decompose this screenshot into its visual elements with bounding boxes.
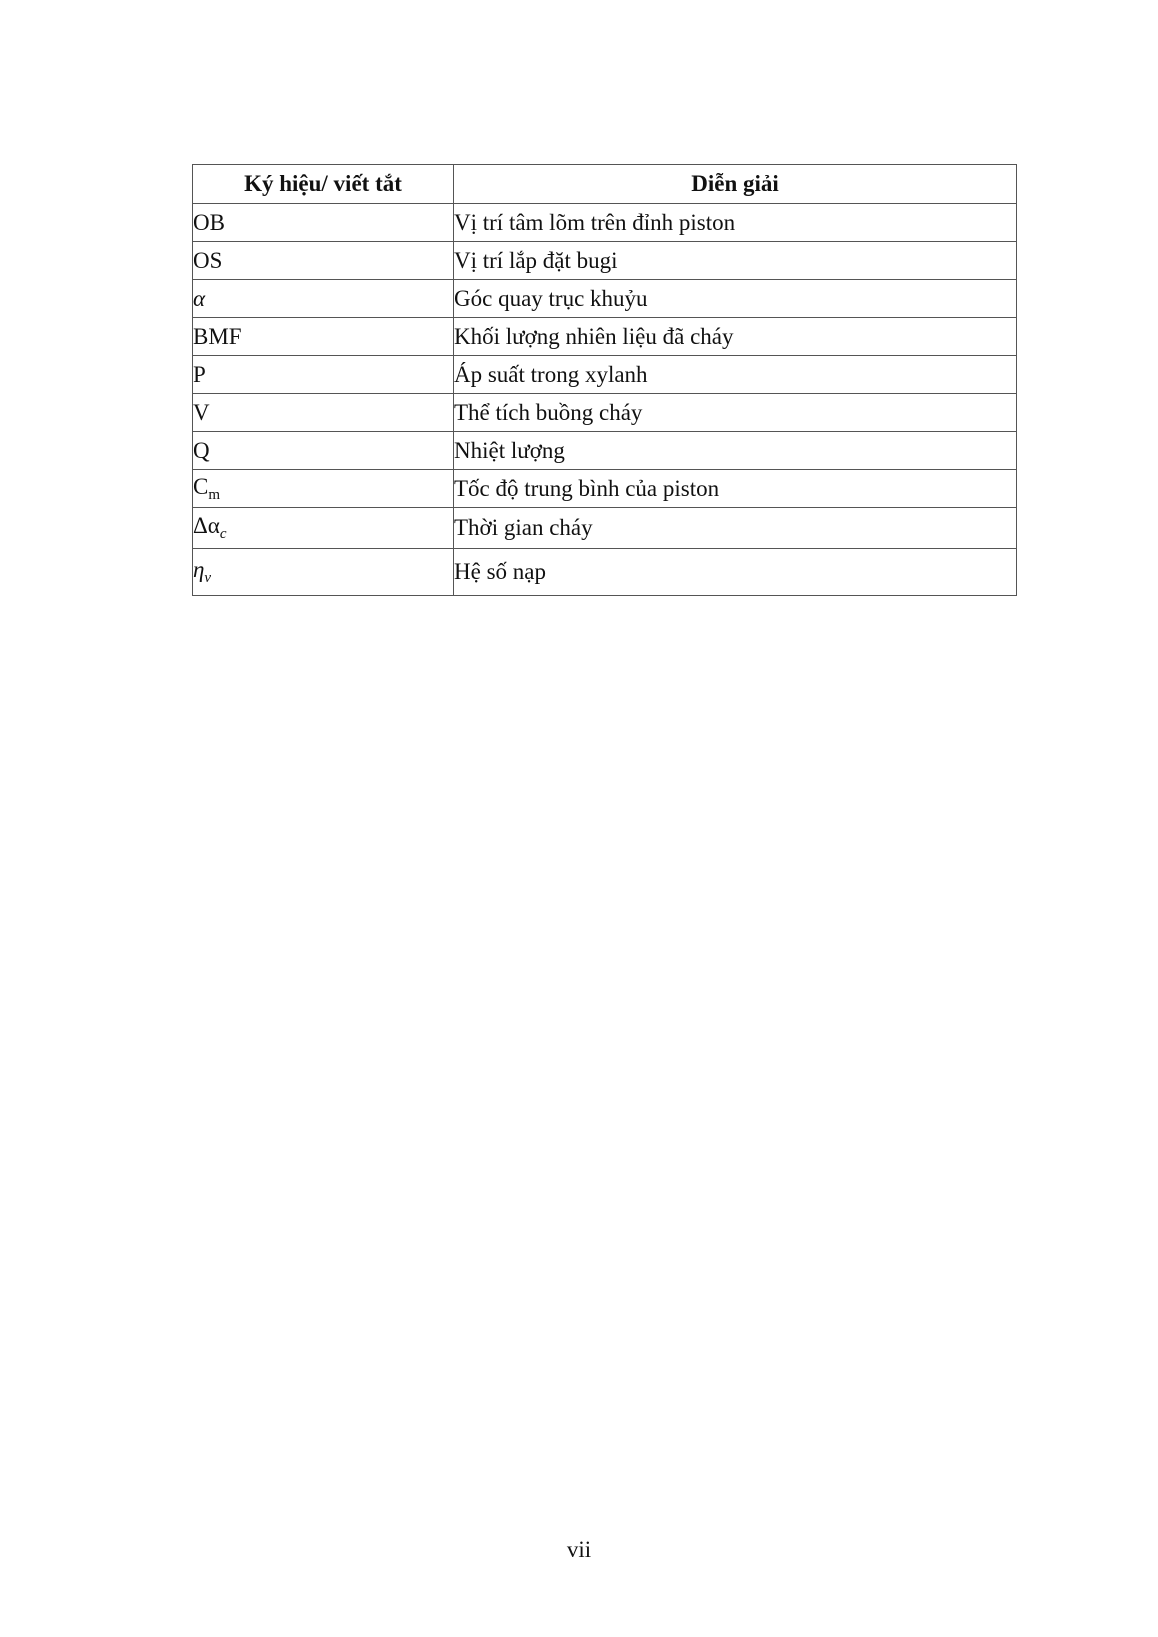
- table-row: [193, 549, 1017, 596]
- header-description: Diễn giải: [454, 165, 1017, 204]
- symbol-cell: OB: [193, 204, 454, 242]
- symbol-main: Δα: [193, 513, 220, 538]
- description-cell: Góc quay trục khuỷu: [454, 280, 1017, 318]
- description-cell: Áp suất trong xylanh: [454, 356, 1017, 394]
- description-cell: Thể tích buồng cháy: [454, 394, 1017, 432]
- symbol-subscript: m: [208, 486, 221, 503]
- description-cell: Vị trí tâm lõm trên đỉnh piston: [454, 204, 1017, 242]
- symbol-cell: α: [193, 280, 454, 318]
- symbol-cell: BMF: [193, 318, 454, 356]
- description-cell: Thời gian cháy: [454, 508, 1017, 549]
- description-cell: Khối lượng nhiên liệu đã cháy: [454, 318, 1017, 356]
- table-header-row: [193, 165, 1017, 204]
- symbol-cell: [193, 508, 454, 549]
- table-row: [193, 280, 1017, 318]
- page-number: vii: [566, 1537, 592, 1562]
- header-symbol: Ký hiệu/ viết tắt: [193, 165, 454, 204]
- table-row: [193, 394, 1017, 432]
- symbol-subscript: v: [204, 570, 212, 586]
- description-cell: Nhiệt lượng: [454, 432, 1017, 470]
- symbol-main: η: [193, 557, 205, 582]
- table-row: [193, 204, 1017, 242]
- symbol-cell: OS: [193, 242, 454, 280]
- symbol-main: C: [193, 473, 209, 499]
- symbol-cell: [193, 549, 454, 596]
- table-row: [193, 356, 1017, 394]
- symbol-cell: P: [193, 356, 454, 394]
- table-row: [193, 432, 1017, 470]
- description-cell: Hệ số nạp: [454, 549, 1017, 596]
- symbol-cell: V: [193, 394, 454, 432]
- table-row: [193, 470, 1017, 508]
- symbol-subscript: c: [219, 526, 227, 542]
- symbol-cell: [193, 470, 454, 508]
- abbreviation-table: [192, 164, 1017, 596]
- table-row: [193, 508, 1017, 549]
- table-row: [193, 242, 1017, 280]
- description-cell: Vị trí lắp đặt bugi: [454, 242, 1017, 280]
- symbol-cell: Q: [193, 432, 454, 470]
- description-cell: Tốc độ trung bình của piston: [454, 470, 1017, 508]
- table-row: [193, 318, 1017, 356]
